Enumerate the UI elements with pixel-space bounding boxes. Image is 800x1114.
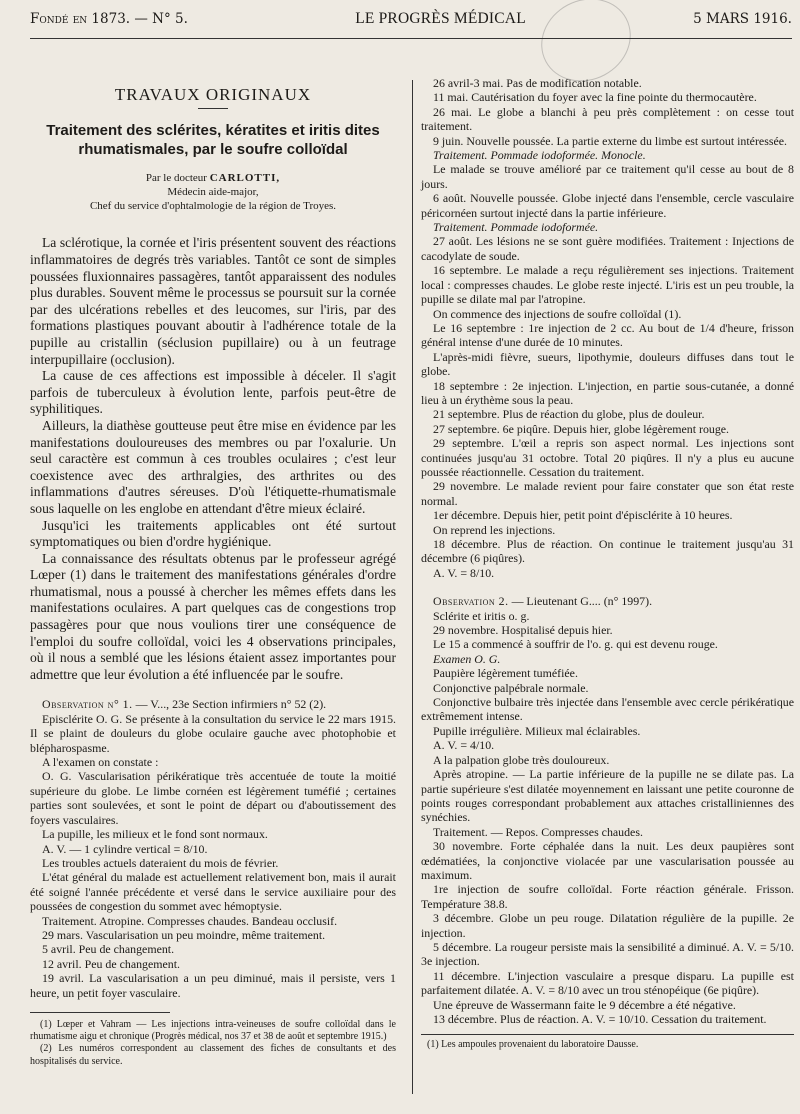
- obs1-entry: Traitement. Pommade iodoformée. Monocle.: [433, 148, 646, 163]
- observation-patient: — V..., 23e Section infirmiers n° 52 (2).: [132, 697, 327, 712]
- article-title: Traitement des sclérites, kératites et iritis dites rhumatismales, par le soufre colloïdal: [46, 122, 380, 159]
- footnotes: [421, 1039, 794, 1051]
- obs2-entry: A la palpation globe très douloureux.: [433, 752, 610, 767]
- obs1-paragraph: A l'examen on constate :: [42, 755, 159, 770]
- obs1-entry: Le malade se trouve amélioré par ce traitement qu'il cesse au bout de 8 jours.: [421, 162, 794, 191]
- byline-prefix: Par le docteur: [145, 172, 207, 185]
- obs1-entry: 27 septembre. 6e piqûre. Depuis hier, globe légèrement rouge.: [433, 421, 730, 436]
- obs1-entry: 11 mai. Cautérisation du foyer avec la fine pointe du thermocautère.: [433, 90, 757, 105]
- intro-paragraph: La cause de ces affections est impossible à déceler. Il s'agit parfois de tuberculeux à évolution lente, parfois peut-être de syphilitiques.: [30, 368, 396, 417]
- left-column: [30, 85, 396, 1068]
- obs1-paragraph: 12 avril. Peu de changement.: [42, 956, 181, 971]
- byline-service: Chef du service d'ophtalmologie de la région de Troyes.: [89, 200, 337, 213]
- obs1-entry: 16 septembre. Le malade a reçu régulièrement ses injections. Traitement local : compresses chaudes. Le globe reste injecté. L'iris est un peu trouble, la pupille se dilate mal par l'atropine.: [421, 263, 794, 307]
- obs2-entry: Pupille irrégulière. Milieux mal éclairables.: [433, 723, 641, 738]
- obs1-entry: 1er décembre. Depuis hier, petit point d'épisclérite à 10 heures.: [433, 508, 733, 523]
- obs1-paragraph: Les troubles actuels dateraient du mois de février.: [42, 855, 279, 870]
- obs1-entry: 29 novembre. Le malade revient pour faire constater que son état reste normal.: [421, 479, 794, 508]
- intro-paragraph: Jusqu'ici les traitements applicables ont été surtout symptomatiques ou bien d'ordre hygiénique.: [30, 517, 396, 550]
- footnote: (2) Les numéros correspondent au classement des fiches de consultants et des hospitalisés du service.: [30, 1043, 396, 1067]
- right-column: [421, 76, 794, 1052]
- intro-paragraph: La connaissance des résultats obtenus par le professeur agrégé Lœper (1) dans le traitement des manifestations générales d'ordre rhumatismal, nous a poussé à chercher les mêmes effets dans les manifestations oculaires. A part quelques cas de congestions trop passagères pour que nous voulions tirer une conséquence de l'emploi du soufre colloïdal, voici les 4 observations principales, où il nous a semblé que les lésions étaient assez importantes pour admettre que leur évolution a été influencée par le soufre.: [30, 550, 396, 682]
- obs2-entry: Conjonctive bulbaire très injectée dans l'ensemble avec cercle périkératique extrêmement intense.: [421, 695, 794, 724]
- header-rule: [30, 38, 792, 39]
- obs2-entry: 5 décembre. La rougeur persiste mais la sensibilité a diminué. A. V. = 5/10. 3e injection.: [421, 939, 794, 969]
- running-header: [30, 10, 792, 32]
- header-date: 5 MARS 1916.: [693, 11, 792, 27]
- byline-role: Médecin aide-major,: [167, 186, 259, 199]
- intro-paragraph: La sclérotique, la cornée et l'iris présentent souvent des réactions inflammatoires de degrés très variables. Tantôt ce sont de simples poussées fluxionnaires passagères, tantôt apparaissent des nodules plus durables. Souvent même le processus se poursuit sur la cornée par des ulcérations rebelles et des leucomes, sur l'iris, par des formations plastiques pouvant aboutir à l'adhérence totale de la pupille au cristallin (séclusion pupillaire) ou à un feutrage interpupillaire (occlusion).: [30, 235, 396, 367]
- obs1-entry: 18 décembre. Plus de réaction. On continue le traitement jusqu'au 31 décembre (6 piqûres).: [421, 537, 794, 566]
- obs1-paragraph: 5 avril. Peu de changement.: [42, 942, 175, 957]
- obs1-entry: 26 mai. Le globe a blanchi à peu près complètement : on cesse tout traitement.: [421, 104, 794, 134]
- obs2-entry: 13 décembre. Plus de réaction. A. V. = 10/10. Cessation du traitement.: [433, 1012, 767, 1026]
- obs1-paragraph: 19 avril. La vascularisation a un peu diminué, mais il persiste, vers 1 heure, un petit foyer vasculaire.: [30, 971, 396, 1000]
- obs2-entry: 11 décembre. L'injection vasculaire a presque disparu. La pupille est parfaitement dilatée. A. V. = 8/10 avec un trou sténopéique (6e piqûre).: [421, 968, 794, 998]
- obs1-entry: On reprend les injections.: [433, 522, 556, 537]
- footnote: (1) Les ampoules provenaient du laboratoire Dausse.: [427, 1039, 639, 1051]
- obs2-entry: Une épreuve de Wassermann faite le 9 décembre a été négative.: [433, 997, 736, 1012]
- obs1-entry: On commence des injections de soufre colloïdal (1).: [433, 306, 682, 321]
- obs1-paragraph: A. V. — 1 cylindre vertical = 8/10.: [42, 841, 208, 856]
- obs1-paragraph: O. G. Vascularisation périkératique très accentuée de toute la moitié supérieure du globe. Le limbe cornéen est légèrement tuméfié ; certaines parties sont soulevées, et sont le point de départ ou d'aboutissement des foyers vasculaires.: [30, 769, 396, 827]
- footnotes: [30, 1019, 396, 1068]
- obs1-entry: 27 août. Les lésions ne se sont guère modifiées. Traitement : Injections de cacodylate de soude.: [421, 234, 794, 263]
- obs2-entry: 1re injection de soufre colloïdal. Forte réaction générale. Frisson. Température 38.8.: [421, 882, 794, 911]
- journal-title: LE PROGRÈS MÉDICAL: [355, 10, 526, 27]
- obs1-entry: 6 août. Nouvelle poussée. Globe injecté dans l'ensemble, cercle vasculaire péricornéen surtout injecté dans la partie inférieure.: [421, 191, 794, 220]
- obs2-entry: A. V. = 4/10.: [433, 738, 495, 753]
- observation-label: Observation 2.: [433, 594, 509, 609]
- obs1-paragraph: 29 mars. Vascularisation un peu moindre, même traitement.: [42, 927, 326, 942]
- obs1-paragraph: Episclérite O. G. Se présente à la consultation du service le 22 mars 1915. Il se plaint de douleurs du globe oculaire gauche avec photophobie et blépharospasme.: [30, 711, 396, 755]
- obs2-entry: 30 novembre. Forte céphalée dans la nuit. Les deux paupières sont œdématiées, la conjonctive violacée par une vascularisation poussée au maximum.: [421, 839, 794, 882]
- footnote-rule: [421, 1034, 794, 1035]
- obs1-paragraph: Traitement. Atropine. Compresses chaudes. Bandeau occlusif.: [42, 913, 338, 928]
- obs2-entry: Après atropine. — La partie inférieure de la pupille ne se dilate pas. La partie supérieure s'est dilatée moyennement en laissant une petite couronne de points rouges correspondant probablement aux attaches cristalliniennes des synéchies.: [421, 767, 794, 825]
- obs1-entry: 21 septembre. Plus de réaction du globe, plus de douleur.: [433, 407, 705, 422]
- introduction: [30, 235, 396, 683]
- observation-2: [421, 594, 794, 1026]
- obs2-entry: Examen O. G.: [433, 651, 501, 666]
- byline-author: CARLOTTI,: [209, 172, 281, 185]
- obs1-entry: Le 16 septembre : 1re injection de 2 cc. Au bout de 1/4 d'heure, frisson général intense d'une durée de 10 minutes.: [421, 320, 794, 350]
- obs2-entry: 29 novembre. Hospitalisé depuis hier.: [433, 623, 613, 638]
- footnote-rule: [30, 1012, 170, 1013]
- observation-1-heading: [30, 697, 396, 711]
- footnote: (1) Lœper et Vahram — Les injections intra-veineuses de soufre colloïdal dans le rhumatisme aigu et chronique (Progrès médical, nos 37 et 38 de août et septembre 1915.): [30, 1018, 396, 1043]
- obs1-paragraph: La pupille, les milieux et le fond sont normaux.: [42, 827, 268, 842]
- obs1-entry: 9 juin. Nouvelle poussée. La partie externe du limbe est surtout intéressée.: [433, 133, 787, 148]
- obs2-entry: Traitement. — Repos. Compresses chaudes.: [433, 824, 643, 839]
- observation-1-continued: [421, 76, 794, 580]
- observation-2-heading: [421, 594, 794, 608]
- obs1-paragraph: L'état général du malade est actuellement relativement bon, mais il aurait été soigné l'année précédente et versé dans le service auxiliaire pour des poussées de congestion du sommet avec hémoptysie.: [30, 870, 396, 914]
- obs1-entry: 29 septembre. L'œil a repris son aspect normal. Les injections sont continuées jusqu'au 31 octobre. Total 20 piqûres. Il n'y a plus eu aucune poussée réactionnelle. Cessation du traitement.: [421, 436, 794, 479]
- section-title: TRAVAUX ORIGINAUX: [114, 85, 312, 104]
- obs1-entry: Traitement. Pommade iodoformée.: [433, 220, 599, 235]
- section-underline: [198, 108, 228, 109]
- obs2-entry: Le 15 a commencé à souffrir de l'o. g. qui est devenu rouge.: [433, 637, 718, 652]
- obs2-entry: Sclérite et iritis o. g.: [433, 608, 530, 623]
- observation-1: [30, 697, 396, 1000]
- byline: [30, 171, 396, 213]
- obs2-entry: 3 décembre. Globe un peu rouge. Dilatation régulière de la pupille. 2e injection.: [421, 911, 794, 940]
- obs1-entry: 18 septembre : 2e injection. L'injection, en partie sous-cutanée, a donné lieu à un érythème sous la peau.: [421, 378, 794, 407]
- observation-label: Observation n° 1.: [42, 697, 133, 712]
- obs1-entry: L'après-midi fièvre, sueurs, lipothymie, douleurs diffuses dans tout le globe.: [421, 349, 794, 379]
- obs1-entry: 26 avril-3 mai. Pas de modification notable.: [433, 76, 642, 90]
- intro-paragraph: Ailleurs, la diathèse goutteuse peut être mise en évidence par les manifestations douloureuses des membres ou par l'oxalurie. Un seul caractère est commun à ces troubles oculaires ; c'est leur coexistence avec des arthralgies, des arthrites ou des inflammations d'autres séreuses. D'où l'étiquette-rhumatismale sous laquelle on les englobe en attendant d'être mieux éclairé.: [30, 417, 396, 516]
- header-founded: Fondé en 1873. — N° 5.: [30, 11, 188, 27]
- obs2-entry: Paupière légèrement tuméfiée.: [433, 666, 578, 681]
- obs2-entry: Conjonctive palpébrale normale.: [433, 680, 589, 695]
- obs1-entry: A. V. = 8/10.: [433, 565, 495, 580]
- column-divider: [412, 80, 413, 1094]
- observation-patient: — Lieutenant G.... (n° 1997).: [508, 594, 653, 609]
